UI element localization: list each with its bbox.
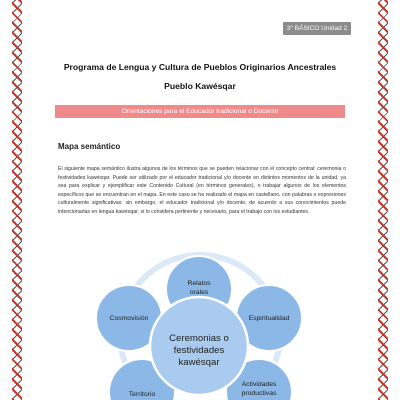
node-territorio-label: Territorio: [128, 391, 156, 398]
node-actividades-label-1: Actividades: [241, 381, 277, 388]
page-subtitle: Pueblo Kawésqar: [164, 81, 236, 91]
node-actividades-label-2: productivas: [241, 390, 277, 397]
node-espiritualidad-label: Espiritualidad: [248, 315, 290, 322]
section-heading: Mapa semántico: [58, 142, 121, 151]
node-relatos-label-2: orales: [189, 289, 209, 296]
page-title: Programa de Lengua y Cultura de Pueblos Originarios Ancestrales: [63, 62, 337, 72]
node-cosmovision-label: Cosmovisión: [109, 315, 149, 322]
node-relatos-label-1: Relatos: [187, 280, 211, 287]
node-center-ceremonias: [150, 297, 248, 395]
guidance-banner: Orientaciones para el Educador tradicional o Docente: [55, 105, 345, 118]
section-paragraph: El siguiente mapa semántico ilustra algunos de los términos que se pueden relacionar con el concepto central: ceremonia o festividades kawésqar. Puede ser utilizado por el educador tradicional y/o docente en distintos momentos de la unidad, ya sea para explicar y ejemplificar este Contenido Cultural (en términos generales), o trabajar algunos de los elementos específicos que se encuentran en el mapa. En este caso se ha realizado el mapa en castellano, con palabras o expresiones culturalmente significativas; sin embargo, el educador tradicional y/o docente, de acuerdo a sus conocimientos puede intencionarlas en lengua kawésqar, si lo considera pertinente y necesario, para el trabajo con los estudiantes.: [58, 166, 346, 215]
center-label-3: kawésqar: [178, 357, 220, 368]
unit-tab: 3° BÁSICO Unidad 2: [283, 22, 351, 35]
center-label-2: festividades: [173, 345, 225, 356]
center-label-1: Ceremonias o: [169, 333, 229, 344]
